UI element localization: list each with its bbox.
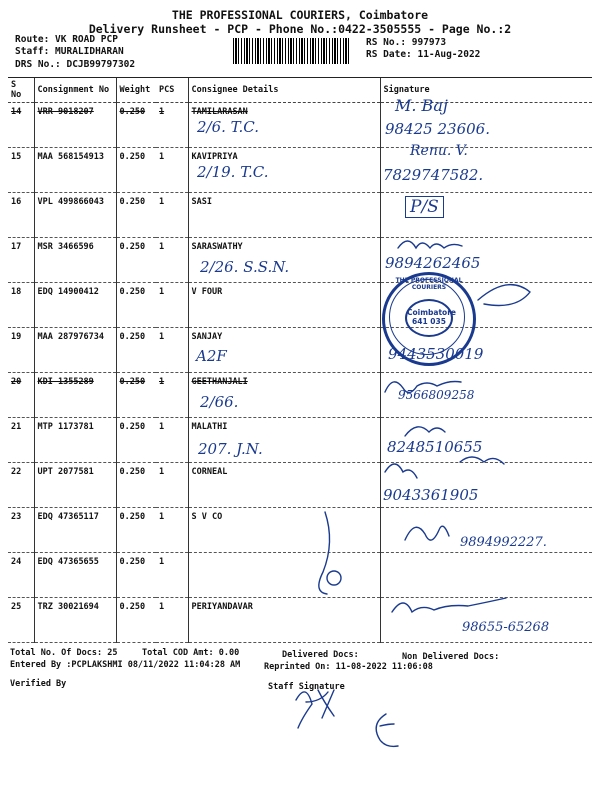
row-consignment: VRR 9018207 — [34, 103, 116, 148]
row-pcs: 1 — [156, 283, 188, 328]
row-consignment: EDQ 47365117 — [34, 508, 116, 553]
handwritten-address: 2/6. T.C. — [197, 118, 259, 136]
total-cod: Total COD Amt: 0.00 — [142, 648, 240, 658]
row-sno: 24 — [8, 553, 34, 598]
reprinted-on: Reprinted On: 11-08-2022 11:06:08 — [264, 662, 433, 672]
non-delivered-docs: Non Delivered Docs: — [402, 652, 500, 662]
row-sno: 23 — [8, 508, 34, 553]
signature-stroke — [398, 241, 462, 248]
row-consignee: S V CO — [188, 508, 380, 553]
company-title: THE PROFESSIONAL COURIERS, Coimbatore — [171, 8, 429, 22]
total-docs: Total No. Of Docs: 25 — [10, 648, 118, 658]
row-consignee: SANJAY — [188, 328, 380, 373]
row-pcs: 1 — [156, 598, 188, 643]
row-consignment: MTP 1173781 — [34, 418, 116, 463]
row-weight: 0.250 — [116, 373, 156, 418]
stamp-center — [405, 299, 456, 337]
row-sno: 25 — [8, 598, 34, 643]
row-pcs: 1 — [156, 148, 188, 193]
row-consignment: TRZ 30021694 — [34, 598, 116, 643]
drs-label: DRS No.: DCJB99797302 — [15, 59, 136, 70]
row-weight: 0.250 — [116, 148, 156, 193]
row-weight: 0.250 — [116, 103, 156, 148]
col-weight: Weight — [116, 78, 156, 103]
row-weight: 0.250 — [116, 553, 156, 598]
row-sno: 18 — [8, 283, 34, 328]
row-sno: 15 — [8, 148, 34, 193]
row-weight: 0.250 — [116, 463, 156, 508]
row-pcs: 1 — [156, 373, 188, 418]
row-consignee: SARASWATHY — [188, 238, 380, 283]
rs-date: RS Date: 11-Aug-2022 — [366, 49, 481, 60]
row-consignee: MALATHI — [188, 418, 380, 463]
row-pcs: 1 — [156, 463, 188, 508]
entered-by: Entered By :PCPLAKSHMI 08/11/2022 11:04:28 AM — [10, 660, 241, 670]
row-pcs: 1 — [156, 103, 188, 148]
handwritten-phone: 7829747582. — [383, 166, 484, 184]
stamp-arc-text: THE PROFESSIONAL COURIERS — [395, 277, 463, 291]
row-weight: 0.250 — [116, 418, 156, 463]
row-consignee: KAVIPRIYA — [188, 148, 380, 193]
stamp-pin: 641 035 — [412, 317, 446, 326]
delivered-docs: Delivered Docs: — [282, 650, 359, 660]
handwritten-address: 2/26. S.S.N. — [200, 258, 290, 276]
handwritten-phone: 9894262465 — [385, 254, 481, 272]
rs-number: RS No.: 997973 — [366, 37, 447, 48]
staff-label: Staff: MURALIDHARAN — [15, 46, 124, 57]
stamp-city: Coimbatore — [407, 308, 456, 317]
row-consignee: V FOUR — [188, 283, 380, 328]
runsheet-subtitle: Delivery Runsheet - PCP - Phone No.:0422-3505555 - Page No.:2 — [88, 22, 512, 36]
col-consignee: Consignee Details — [188, 78, 380, 103]
handwritten-phone: 9043361905 — [383, 486, 479, 504]
handwritten-address: 2/19. T.C. — [197, 163, 269, 181]
row-weight: 0.250 — [116, 283, 156, 328]
row-consignee: TAMILARASAN — [188, 103, 380, 148]
handwritten-address: 207. J.N. — [198, 440, 263, 458]
row-pcs: 1 — [156, 328, 188, 373]
handwritten-signature: Renu. V. — [410, 143, 468, 159]
row-consignment: EDQ 47365655 — [34, 553, 116, 598]
row-consignment: MAA 568154913 — [34, 148, 116, 193]
row-pcs: 1 — [156, 238, 188, 283]
company-stamp — [382, 272, 476, 366]
row-sno: 21 — [8, 418, 34, 463]
row-weight: 0.250 — [116, 238, 156, 283]
staff-signature-stroke — [296, 690, 334, 728]
verified-by: Verified By — [10, 679, 67, 689]
handwritten-signature: M. Baj — [395, 96, 448, 115]
signature-stroke — [405, 526, 449, 540]
row-consignment: VPL 499866043 — [34, 193, 116, 238]
signature-stroke — [327, 571, 341, 585]
handwritten-phone: 98425 23606. — [385, 120, 490, 138]
handwritten-phone: 98655-65268 — [462, 620, 550, 635]
col-consignment: Consignment No — [34, 78, 116, 103]
row-sno: 20 — [8, 373, 34, 418]
col-signature: Signature — [380, 78, 592, 103]
row-consignee: PERIYANDAVAR — [188, 598, 380, 643]
staff-signature-stroke — [376, 714, 398, 746]
row-sno: 22 — [8, 463, 34, 508]
handwritten-address: A2F — [196, 347, 227, 365]
row-pcs: 1 — [156, 193, 188, 238]
row-weight: 0.250 — [116, 328, 156, 373]
row-sno: 17 — [8, 238, 34, 283]
handwritten-phone: 8248510655 — [387, 438, 483, 456]
row-consignee: GEETHANJALI — [188, 373, 380, 418]
row-consignment: MAA 287976734 — [34, 328, 116, 373]
row-weight: 0.250 — [116, 598, 156, 643]
route-label: Route: VK ROAD PCP — [15, 34, 118, 45]
row-sno: 14 — [8, 103, 34, 148]
col-sno: S No — [8, 78, 34, 103]
row-consignee: SASI — [188, 193, 380, 238]
row-pcs: 1 — [156, 418, 188, 463]
handwritten-phone: 9566809258 — [398, 388, 475, 402]
col-pcs: PCS — [156, 78, 188, 103]
signature-stroke — [385, 457, 504, 478]
row-consignment: EDQ 14900412 — [34, 283, 116, 328]
staff-signature-label: Staff Signature — [268, 682, 345, 692]
handwritten-address: 2/66. — [200, 393, 239, 411]
handwritten-phone: 9443530019 — [388, 345, 484, 363]
signature-stroke — [385, 382, 461, 393]
handwritten-signature: P/S — [405, 196, 444, 218]
row-consignment: KDI 1355289 — [34, 373, 116, 418]
row-sno: 19 — [8, 328, 34, 373]
signature-stroke — [392, 598, 506, 612]
row-consignment: UPT 2077581 — [34, 463, 116, 508]
signature-stroke — [478, 285, 530, 306]
handwritten-phone: 9894992227. — [460, 535, 547, 550]
row-sno: 16 — [8, 193, 34, 238]
signature-stroke — [405, 427, 445, 436]
row-consignee: CORNEAL — [188, 463, 380, 508]
row-consignment: MSR 3466596 — [34, 238, 116, 283]
row-weight: 0.250 — [116, 193, 156, 238]
row-pcs: 1 — [156, 553, 188, 598]
row-pcs: 1 — [156, 508, 188, 553]
row-weight: 0.250 — [116, 508, 156, 553]
